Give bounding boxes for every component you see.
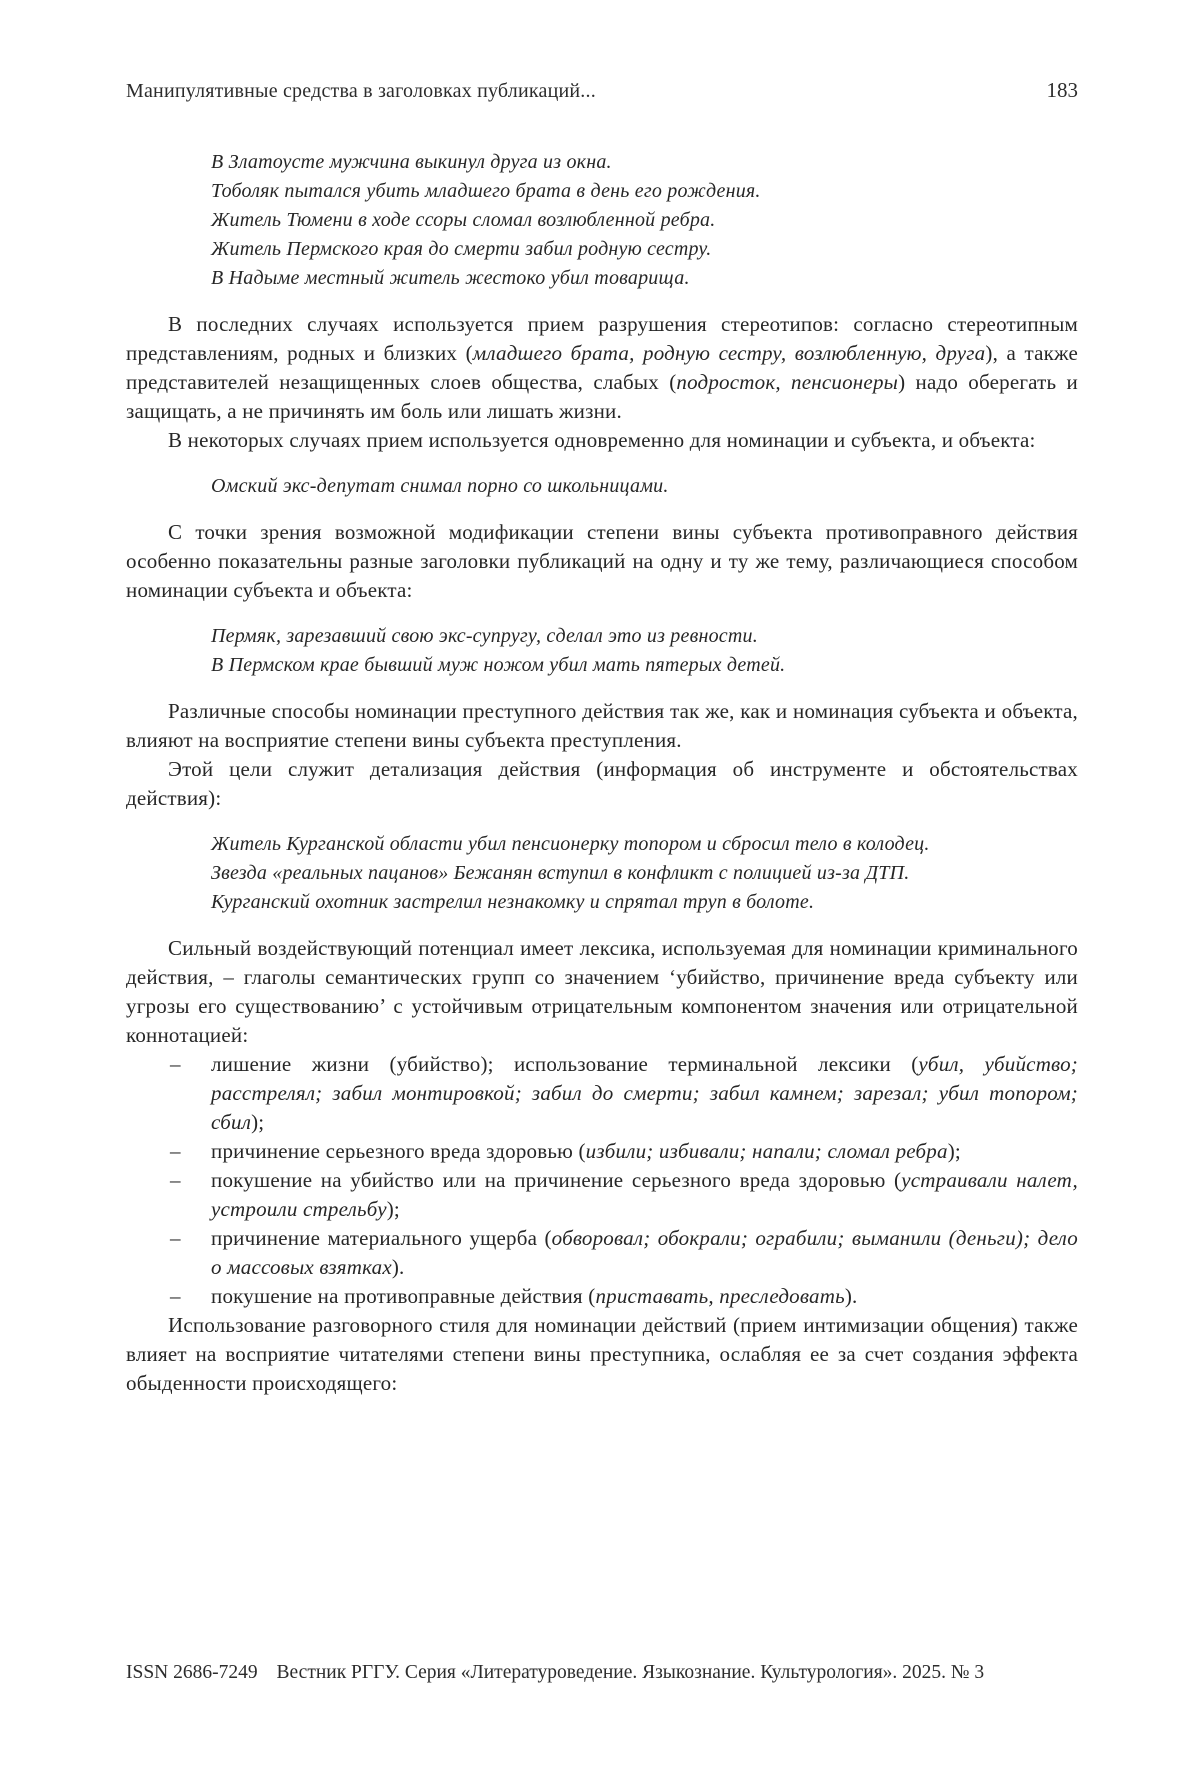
quote-line: В Златоусте мужчина выкинул друга из окна.	[211, 151, 612, 173]
running-title: Манипулятивные средства в заголовках публикаций...	[126, 80, 596, 102]
paragraph	[126, 426, 1078, 455]
text-run: лишение жизни (убийство); использование терминальной лексики (	[211, 1052, 919, 1076]
quote-line: Житель Курганской области убил пенсионерку топором и сбросил тело в колодец.	[211, 833, 930, 855]
example-quote-block	[211, 830, 1078, 917]
italic-text-run: обворовал; обокрали; ограбили; выманили (деньги); дело о массовых взятках	[211, 1226, 1078, 1279]
text-run: причинение материального ущерба (	[211, 1226, 552, 1250]
text-run: покушение на противоправные действия (	[211, 1284, 596, 1308]
dash-list	[126, 1050, 1078, 1311]
text-run: В последних случаях используется прием разрушения стереотипов: согласно стереотипным представлениям, родных и близких (	[126, 312, 1078, 365]
dash-marker: –	[170, 1226, 181, 1250]
italic-text-run: подросток, пенсионеры	[676, 370, 899, 394]
footer-issn: ISSN 2686-7249	[126, 1662, 258, 1683]
text-run: покушение на убийство или на причинение серьезного вреда здоровью (	[211, 1168, 902, 1192]
italic-text-run: младшего брата, родную сестру, возлюбленную, друга	[472, 341, 986, 365]
text-run: );	[947, 1139, 961, 1163]
list-item-text	[211, 1226, 1078, 1279]
paragraph	[126, 310, 1078, 426]
text-run: Различные способы номинации преступного действия так же, как и номинация субъекта и объекта, влияют на восприятие степени вины субъекта преступления.	[126, 699, 1078, 752]
quote-line: Омский экс-депутат снимал порно со школьницами.	[211, 475, 669, 497]
paragraph	[126, 1311, 1078, 1398]
list-item	[126, 1166, 1078, 1224]
paragraph	[126, 697, 1078, 755]
list-item-text	[211, 1052, 1078, 1134]
list-item	[126, 1224, 1078, 1282]
list-item-text	[211, 1168, 1078, 1221]
text-run: С точки зрения возможной модификации степени вины субъекта противоправного действия особенно показательны разные заголовки публикаций на одну и ту же тему, различающиеся способом номинации субъекта и объекта:	[126, 520, 1078, 602]
text-run: причинение серьезного вреда здоровью (	[211, 1139, 586, 1163]
text-run: В некоторых случаях прием используется одновременно для номинации и субъекта, и объекта:	[168, 428, 1036, 452]
quote-line: В Надыме местный житель жестоко убил товарища.	[211, 267, 690, 289]
paragraph	[126, 518, 1078, 605]
quote-line: Житель Тюмени в ходе ссоры сломал возлюбленной ребра.	[211, 209, 716, 231]
text-run: );	[251, 1110, 265, 1134]
dash-marker: –	[170, 1284, 181, 1308]
text-run: ) надо оберегать и защищать, а не причинять им боль или лишать жизни.	[126, 370, 1078, 423]
list-item-text	[211, 1284, 858, 1308]
example-quote-block	[211, 472, 1078, 501]
text-run: ).	[844, 1284, 858, 1308]
italic-text-run: убил, убийство; расстрелял; забил монтировкой; забил до смерти; забил камнем; зарезал; убил топором; сбил	[211, 1052, 1078, 1134]
italic-text-run: приставать, преследовать	[595, 1284, 845, 1308]
quote-line: Тоболяк пытался убить младшего брата в день его рождения.	[211, 180, 761, 202]
dash-marker: –	[170, 1168, 181, 1192]
example-quote-block	[211, 148, 1078, 293]
quote-line: Житель Пермского края до смерти забил родную сестру.	[211, 238, 712, 260]
footer-journal-line: Вестник РГГУ. Серия «Литературоведение. Языкознание. Культурология». 2025. № 3	[276, 1662, 985, 1683]
italic-text-run: устраивали налет, устроили стрельбу	[211, 1168, 1078, 1221]
list-item	[126, 1282, 1078, 1311]
text-run: Использование разговорного стиля для номинации действий (прием интимизации общения) также влияет на восприятие читателями степени вины преступника, ослабляя ее за счет создания эффекта обыденности происходящего:	[126, 1313, 1078, 1395]
page-number: 183	[1046, 78, 1078, 102]
list-item-text	[211, 1139, 961, 1163]
list-item	[126, 1137, 1078, 1166]
quote-line: Звезда «реальных пацанов» Бежанян вступил в конфликт с полицией из-за ДТП.	[211, 862, 910, 884]
text-run: Этой цели служит детализация действия (информация об инструменте и обстоятельствах действия):	[126, 757, 1078, 810]
italic-text-run: избили; избивали; напали; сломал ребра	[585, 1139, 948, 1163]
running-header	[126, 78, 1078, 103]
page-body	[126, 131, 1078, 1398]
list-item	[126, 1050, 1078, 1137]
example-quote-block	[211, 622, 1078, 680]
dash-marker: –	[170, 1139, 181, 1163]
paragraph	[126, 755, 1078, 813]
dash-marker: –	[170, 1052, 181, 1076]
quote-line: Пермяк, зарезавший свою экс-супругу, сделал это из ревности.	[211, 625, 758, 647]
page-footer	[126, 1662, 1078, 1684]
quote-line: В Пермском крае бывший муж ножом убил мать пятерых детей.	[211, 654, 786, 676]
text-run: ), а также представителей незащищенных слоев общества, слабых (	[126, 341, 1078, 394]
text-run: Сильный воздействующий потенциал имеет лексика, используемая для номинации криминального действия, – глаголы семантических групп со значением ‘убийство, причинение вреда субъекту или угрозы его существованию’ с устойчивым отрицательным компонентом значения или отрицательной коннотацией:	[126, 936, 1078, 1047]
paragraph	[126, 934, 1078, 1050]
text-run: );	[386, 1197, 400, 1221]
quote-line: Курганский охотник застрелил незнакомку и спрятал труп в болоте.	[211, 891, 815, 913]
text-run: ).	[391, 1255, 405, 1279]
